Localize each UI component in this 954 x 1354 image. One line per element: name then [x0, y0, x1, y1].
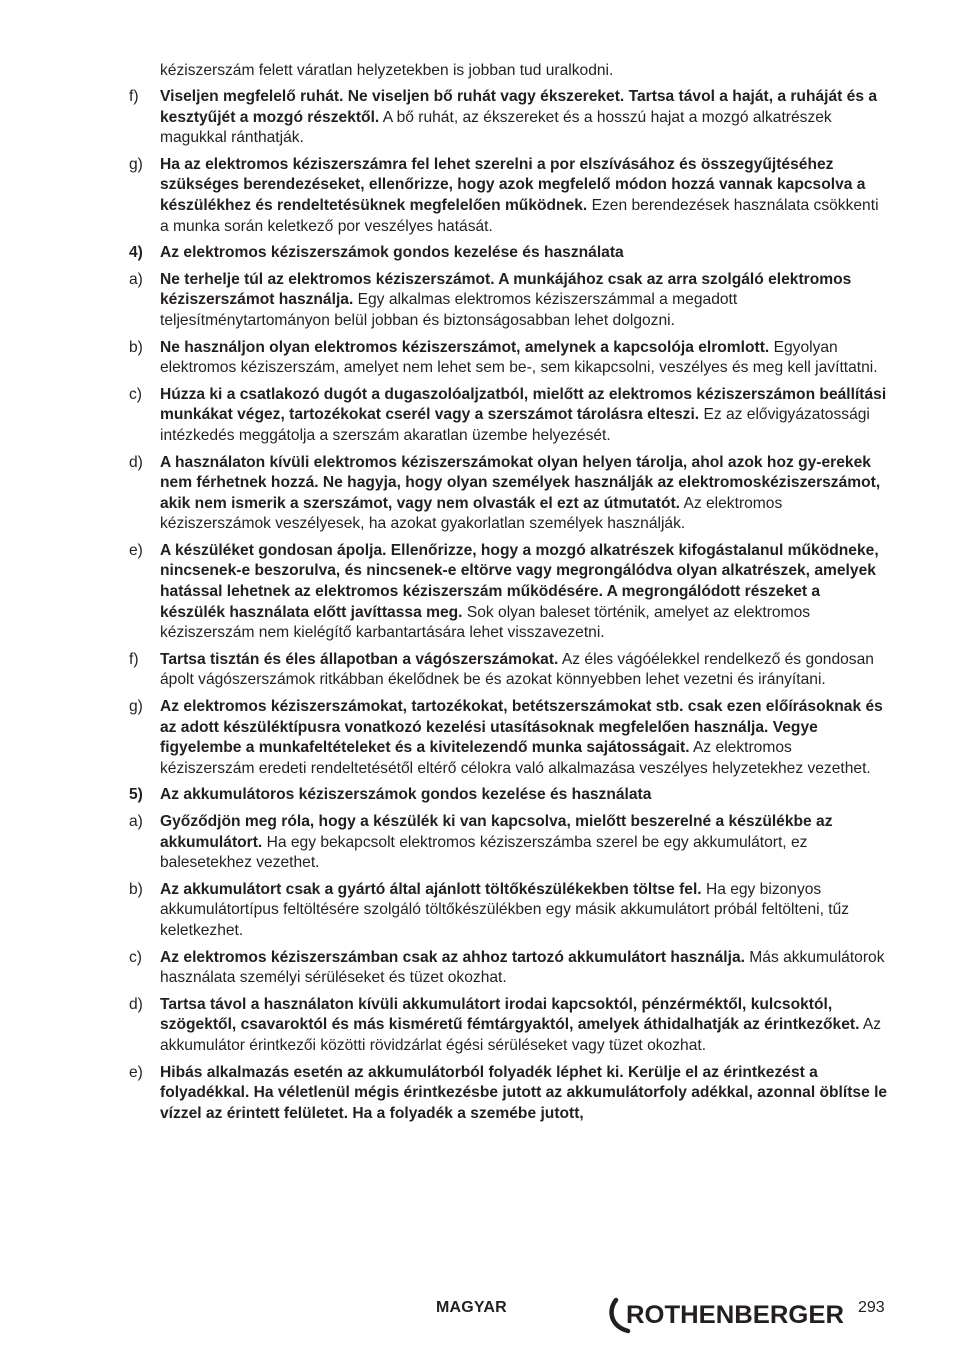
list-item — [125, 541, 888, 644]
item-label: e) — [129, 541, 143, 559]
item-bold-text: Az akkumulátort csak a gyártó által ajánlott töltőkészülékekben töltse fel. — [160, 880, 702, 898]
item-bold-text: Ne használjon olyan elektromos kéziszerszámot, amelynek a kapcsolója elromlott. — [160, 338, 770, 356]
item-label: g) — [129, 698, 143, 716]
item-bold-text: Győződjön meg róla, hogy a készülék ki van kapcsolva, mielőtt beszerelné a készülékbe az akkumulátort. — [160, 813, 833, 851]
item-text: Más akkumulátorok használata személyi sérüléseket és tüzet okozhat. — [160, 948, 885, 987]
item-text: Sok olyan baleset történik, amelyet az elektromos kéziszerszám nem kielégítő karbantartására lehet visszavezetni. — [160, 603, 811, 642]
list-item — [125, 453, 888, 535]
section-heading — [125, 785, 888, 806]
item-label: g) — [129, 155, 143, 173]
item-text: Ha egy bizonyos akkumulátortípus feltöltésére szolgáló töltőkészülékben egy másik akkumulátort próbál feltölteni, tűz keletkezhet. — [160, 880, 850, 939]
list-item — [125, 87, 888, 149]
item-label: f) — [129, 650, 139, 668]
rothenberger-logo — [606, 1296, 852, 1334]
item-label: b) — [129, 338, 143, 356]
item-text: Egyolyan elektromos kéziszerszám, amelyet nem lehet sem be-, sem kikapcsolni, veszélyes és meg kell javíttatni. — [160, 338, 878, 377]
list-item — [125, 155, 888, 237]
continued-paragraph: kéziszerszám felett váratlan helyzetekben is jobban tud uralkodni. — [160, 62, 614, 79]
item-text: Az elektromos kéziszerszámok veszélyesek, ha azokat gyakorlatlan személyek használják. — [160, 494, 783, 533]
item-text: Az akkumulátor érintkezői közötti rövidzárlat égési sérüléseket vagy tüzet okozhat. — [160, 1016, 882, 1054]
item-bold-text: A használaton kívüli elektromos kéziszerszámokat olyan helyen tárolja, ahol azok hoz gy-erekek nem férhetnek hozzá. Ne hagyja, hogy olyan személyek használják az elektromoskéziszerszámot, akik nem ismerik a szerszámot, vagy nem olvasták el ezt az útmutatót. — [160, 453, 881, 512]
item-label: d) — [129, 995, 143, 1013]
item-bold-text: Tartsa tisztán és éles állapotban a vágószerszámokat. — [160, 650, 559, 668]
list-item — [125, 880, 888, 942]
list-item — [125, 650, 888, 691]
list-item — [125, 812, 888, 874]
list-item — [125, 385, 888, 447]
item-label: e) — [129, 1063, 143, 1081]
item-label: c) — [129, 948, 142, 966]
list-item — [125, 995, 888, 1057]
item-label: b) — [129, 880, 143, 898]
section-heading — [125, 243, 888, 264]
item-label: a) — [129, 270, 143, 288]
item-bold-text: Ne terhelje túl az elektromos kéziszerszámot. A munkájához csak az arra szolgáló elektromos kéziszerszámot használja. — [160, 270, 852, 309]
list-item — [125, 948, 888, 989]
list-item — [125, 1063, 888, 1125]
item-text: A bő ruhát, az ékszereket és a hosszú hajat a mozgó alkatrészek magukkal ránthatják. — [160, 108, 832, 147]
list-item — [125, 697, 888, 779]
footer-language: MAGYAR — [436, 1299, 507, 1316]
list-item — [125, 338, 888, 379]
item-text: Ez az elővigyázatossági intézkedés meggátolja a szerszám akaratlan üzembe helyezését. — [160, 406, 870, 444]
item-bold-text: Ha az elektromos kéziszerszámra fel lehet szerelni a por elszívásához és összegyűjtéséhez szükséges berendezéseket, ellenőrizze, hogy azok megfelelő módon hozzá vannak kapcsolva a készülékhez és rendeltetésüknek megfelelően működnek. — [160, 155, 866, 214]
item-text: Egy alkalmas elektromos kéziszerszámmal a megadott teljesítménytartományon belül jobban és biztonságosabban lehet dolgozni. — [160, 291, 738, 329]
item-bold-text: Az elektromos kéziszerszámokat, tartozékokat, betétszerszámokat stb. csak ezen előírásoknak és az adott készüléktípusra vonatkozó kezelési utasításoknak megfelelően használja. Vegye figyelembe a munkafeltételeket és a kivitelezendő munka sajátosságait. — [160, 698, 883, 757]
item-bold-text: Az elektromos kéziszerszámban csak az ahhoz tartozó akkumulátort használja. — [160, 948, 745, 966]
item-label: 5) — [129, 786, 143, 804]
item-bold-text: Húzza ki a csatlakozó dugót a dugaszolóaljzatból, mielőtt az elektromos kéziszerszámon beállítási munkákat végez, tartozékokat cserél vagy a szerszámot tárolásra elteszi. — [160, 385, 887, 424]
list-item — [125, 270, 888, 332]
item-text: Az éles vágóélekkel rendelkező és gondosan ápolt vágószerszámok ritkábban ékelődnek be és azokat könnyebben lehet vezetni és irányítani. — [160, 650, 874, 689]
item-label: d) — [129, 453, 143, 471]
item-bold-text: Az akkumulátoros kéziszerszámok gondos kezelése és használata — [160, 786, 652, 804]
item-bold-text: Hibás alkalmazás esetén az akkumulátorból folyadék léphet ki. Kerülje el az érintkezést a folyadékkal. Ha véletlenül mégis érintkezésbe jutott az akkumulátorfoly adékkal, azonnal öblítse le vízzel az érintett felületet. Ha a folyadék a szemébe jutott, — [160, 1063, 888, 1122]
item-text: Ezen berendezések használata csökkenti a munka során keletkező por veszélyes hatását. — [160, 196, 879, 235]
item-bold-text: A készüléket gondosan ápolja. Ellenőrizze, hogy a mozgó alkatrészek kifogástalanul működneke, nincsenek-e beszorulva, és nincsenek-e eltörve vagy megrongálódva olyan alkatrészek, amelyek hatással lehetnek az elektromos kéziszerszám működésére. A megrongálódott részeket a készülék használata előtt javíttassa meg. — [160, 541, 879, 621]
item-label: c) — [129, 385, 142, 403]
item-text: Ha egy bekapcsolt elektromos kéziszerszámba szerel be egy akkumulátort, ez balesetekhez vezethet. — [160, 833, 808, 872]
item-label: 4) — [129, 244, 143, 262]
logo-text: ROTHENBERGER — [626, 1301, 844, 1329]
item-label: a) — [129, 813, 143, 830]
item-bold-text: Az elektromos kéziszerszámok gondos kezelése és használata — [160, 244, 624, 262]
item-bold-text: Viseljen megfelelő ruhát. Ne viseljen bő ruhát vagy ékszereket. Tartsa távol a haját, a ruháját és a kesztyűjét a mozgó részektől. — [160, 88, 878, 126]
instruction-list — [125, 87, 888, 1130]
item-text: Az elektromos kéziszerszám eredeti rendeltetésétől eltérő célokra való alkalmazása veszélyes helyzetekhez vezethet. — [160, 739, 871, 777]
item-bold-text: Tartsa távol a használaton kívüli akkumulátort irodai kapcsoktól, pénzérméktől, kulcsoktól, szögektől, csavaroktól és más kisméretű fémtárgyaktól, amelyek áthidalhatják az érintkezőket. — [160, 995, 860, 1034]
page-number: 293 — [858, 1299, 885, 1316]
item-label: f) — [129, 88, 139, 105]
